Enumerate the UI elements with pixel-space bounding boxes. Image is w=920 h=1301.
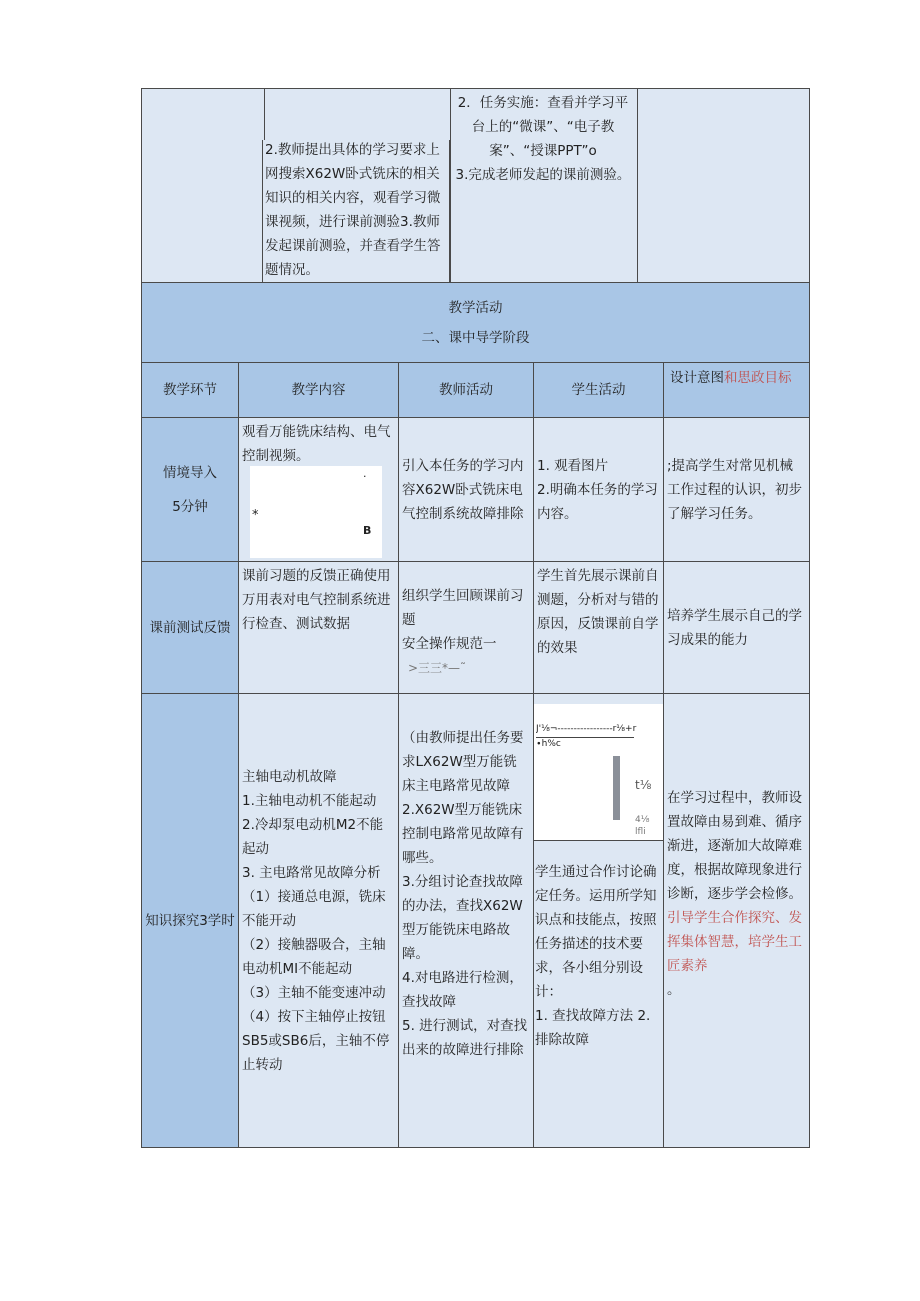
intro-teacher-text: 引入本任务的学习内容X62W卧式铣床电气控制系统故障排除 [402,457,524,522]
explore-teacher-line-1: （由教师提出任务要求LX62W型万能铣床主电路常见故障2.X62W型万能铣床控制电路常见故障有哪些。 [402,730,524,866]
explore-design-cell [663,693,810,1148]
intro-stage-name: 情境导入 [163,464,217,481]
explore-content-line-2: 1.主轴电动机不能起动 [242,792,377,809]
intro-stage-cell [141,417,239,562]
feedback-teacher-garble: >三三*—˜ [408,661,467,675]
header-stage [141,362,239,418]
header-stage-label: 教学环节 [163,382,217,398]
explore-stage-name: 知识探究3学时 [145,912,235,929]
top-student-text-1: 2．任务实施：查看并学习平台上的“微课”、“电子教案”、“授课PPT”o [457,95,629,159]
feedback-student-cell [533,561,664,694]
intro-image-letter: B [363,524,372,537]
header-design-label-a: 设计意图 [670,370,724,386]
intro-stage-duration: 5分钟 [172,498,208,515]
explore-teacher-line-2: 3.分组讨论查找故障的办法，查找X62W型万能铣床电路故障。 [402,874,523,962]
explore-design-red-text: 引导学生合作探究、发挥集体智慧，培学生工匠素养 [667,910,802,974]
header-design [663,362,810,418]
intro-content-text: 观看万能铣床结构、电气控制视频。 [242,424,391,464]
header-content [238,362,399,418]
intro-student-cell [533,417,664,562]
explore-image-text-1: J'⅛¬-----------------r⅛+r [536,724,637,734]
explore-content-line-1: 主轴电动机故障 [242,768,337,785]
intro-teacher-cell [398,417,534,562]
explore-image-line [536,737,634,738]
explore-student-text-box [535,860,662,1052]
header-content-label: 教学内容 [291,382,346,398]
feedback-design-cell [663,561,810,694]
explore-design-text: 在学习过程中，教师设置故障由易到难、循序渐进，逐渐加大故障难度，根据故障现象进行诊断，逐步学会检修。 [667,790,802,902]
explore-image-text-3: t⅛ [635,778,652,792]
feedback-teacher-text-2: 安全操作规范一 [402,636,497,652]
explore-content-line-8: （4）按下主轴停止按钮SB5或SB6后，主轴不停止转动 [242,1008,390,1073]
explore-teacher-cell [398,693,534,1148]
explore-content-cell [238,693,399,1148]
header-teacher [398,362,534,418]
explore-image-bar [613,756,620,820]
header-design-label-b: 和思政目标 [724,370,792,386]
explore-circuit-image [534,704,663,841]
feedback-teacher-text: 组织学生回顾课前习题 [402,588,524,628]
explore-image-text-5: lfli [635,827,646,837]
top-teacher-text: 2.教师提出具体的学习要求上网搜索X62W卧式铣床的相关知识的相关内容，观看学习微课视频，进行课前测验3.教师发起课前测验，并查看学生答题情况。 [265,142,441,278]
intro-student-text-2: 2.明确本任务的学习内容。 [537,481,658,522]
feedback-stage-cell [141,561,239,694]
header-student [533,362,664,418]
explore-design-tail: 。 [667,982,681,998]
intro-student-text-1: 1. 观看图片 [537,457,609,474]
feedback-student-text: 学生首先展示课前自测题，分析对与错的原因，反馈课前自学的效果 [537,568,659,656]
top-stage-cell [141,88,265,283]
explore-student-text: 学生通过合作讨论确定任务。运用所学知识点和技能点，按照任务描述的技术要求，各小组分别设计： [535,864,657,1000]
explore-teacher-line-3: 4.对电路进行检测，查找故障 [402,970,523,1010]
feedback-stage-name: 课前测试反馈 [149,619,231,636]
explore-student-text-2: 1. 查找故障方法 2.排除故障 [535,1008,651,1048]
explore-content-line-7: （3）主轴不能变速冲动 [242,984,386,1001]
intro-video-image [250,466,382,558]
section-header-subtitle: 二、课中导学阶段 [421,329,530,346]
top-student-text-2: 3.完成老师发起的课前测验。 [455,167,631,183]
intro-image-dot: · [363,470,367,483]
header-teacher-label: 教师活动 [439,382,493,398]
explore-stage-cell [141,693,239,1148]
explore-image-text-2: ∙h%c [536,739,561,749]
feedback-teacher-cell [398,561,534,694]
explore-content-line-4: 3. 主电路常见故障分析 [242,864,381,881]
intro-design-cell [663,417,810,562]
top-student-cell [450,88,638,283]
intro-image-star: * [252,508,259,523]
top-design-cell [637,88,810,283]
top-teacher-cell [262,140,450,283]
intro-design-text: ;提高学生对常见机械工作过程的认识，初步了解学习任务。 [667,457,802,522]
explore-teacher-line-4: 5. 进行测试，对查找出来的故障进行排除 [402,1018,528,1058]
section-header [141,282,810,362]
feedback-design-text: 培养学生展示自己的学习成果的能力 [667,607,802,648]
feedback-content-cell [238,561,399,694]
explore-content-line-5: （1）接通总电源，铣床不能开动 [242,888,386,929]
feedback-content-text: 课前习题的反馈正确使用万用表对电气控制系统进行检查、测试数据 [242,568,391,632]
explore-content-line-6: （2）接触器吸合，主轴电动机MI不能起动 [242,936,386,977]
section-header-title: 教学活动 [448,299,503,316]
explore-content-line-3: 2.冷却泵电动机M2不能起动 [242,816,384,857]
header-student-label: 学生活动 [571,382,626,398]
explore-image-text-4: 4⅛ [635,815,650,825]
